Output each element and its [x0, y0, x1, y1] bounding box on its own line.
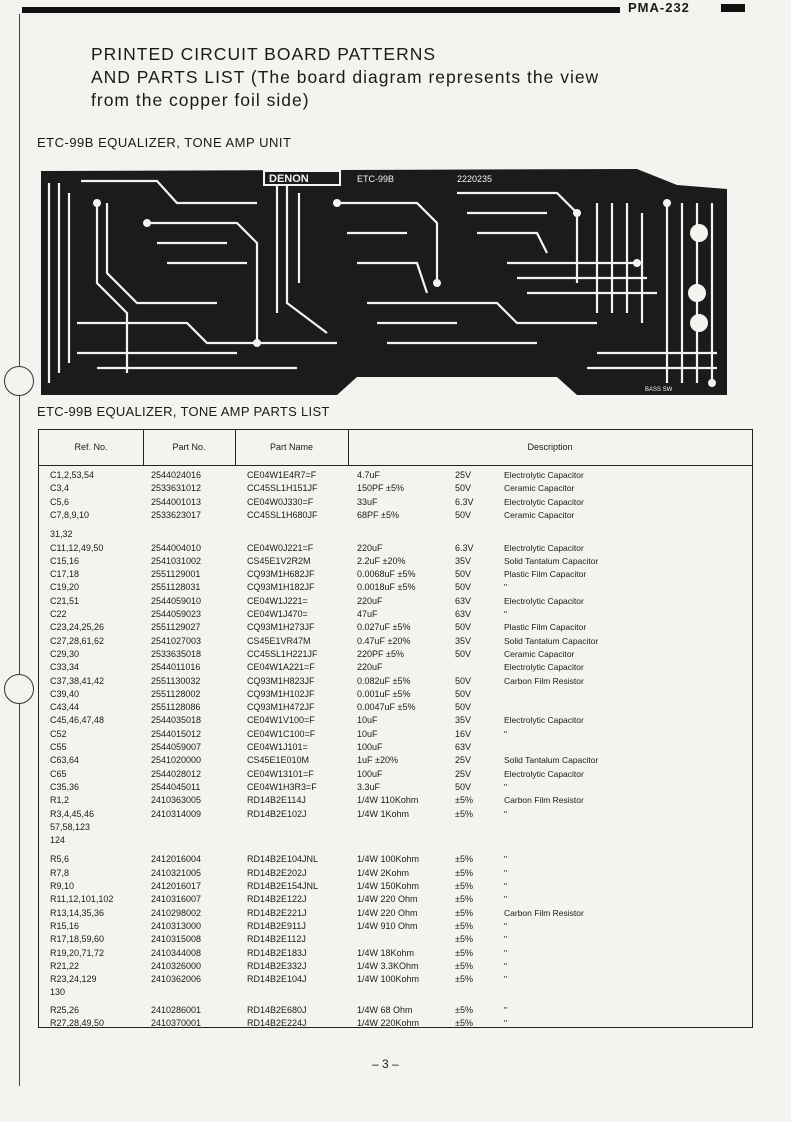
rating-cell: ±5%	[455, 854, 473, 865]
description-cell: Plastic Film Capacitor	[504, 622, 587, 633]
part-no-cell: 2410344008	[151, 947, 202, 958]
rating-cell: 6.3V	[455, 496, 474, 507]
ref-cell: C45,46,47,48	[50, 715, 105, 726]
part-no-cell: 2544059023	[151, 609, 202, 619]
description-cell: "	[504, 609, 508, 619]
pcb-board-number: 2220235	[457, 174, 493, 184]
ref-cell: R27,28,49,50	[50, 1018, 105, 1028]
value-cell: 68PF ±5%	[357, 509, 399, 520]
part-no-cell: 2544011016	[151, 662, 201, 673]
part-name-cell: CS45E1E010M	[247, 755, 310, 766]
value-cell: 220uF	[357, 662, 383, 673]
table-row	[39, 608, 752, 621]
rating-cell: 50V	[455, 781, 472, 792]
ref-cell: R3,4,45,46	[50, 808, 95, 819]
rating-cell: ±5%	[455, 1018, 473, 1028]
part-name-cell: RD14B2E112J	[247, 934, 306, 945]
part-name-cell: CS45E1V2R2M	[247, 555, 311, 566]
ref-cell: R5,6	[50, 854, 70, 865]
binder-line	[19, 14, 20, 1086]
rating-cell: ±5%	[455, 894, 473, 905]
ref-cell: C37,38,41,42	[50, 675, 105, 686]
ref-cell: R17,18,59,60	[50, 934, 105, 945]
header-ref: Ref. No.	[74, 442, 108, 452]
rating-cell: ±5%	[455, 960, 473, 971]
part-no-cell: 2410286001	[151, 1004, 202, 1015]
value-cell: 1/4W 68 Ohm	[357, 1004, 413, 1015]
table-row	[39, 794, 752, 807]
rating-cell: ±5%	[455, 881, 473, 891]
punch-hole-top	[4, 366, 34, 396]
table-row	[39, 741, 752, 754]
part-no-cell: 2412016004	[151, 854, 202, 865]
table-row	[39, 714, 752, 727]
rating-cell: 50V	[455, 622, 472, 633]
part-name-cell: CC45SL1H221JF	[247, 648, 318, 659]
part-name-cell: CQ93M1H823JF	[247, 675, 315, 686]
ref-cell: C17,18	[50, 569, 80, 580]
description-cell: "	[504, 728, 508, 739]
rating-cell: 35V	[455, 635, 472, 646]
part-no-cell: 2544045011	[151, 781, 201, 792]
table-row	[39, 688, 752, 701]
table-row	[39, 621, 752, 634]
part-name-cell: RD14B2E911J	[247, 920, 306, 931]
ref-cell: R19,20,71,72	[50, 947, 105, 958]
description-cell: "	[504, 781, 508, 792]
part-no-cell: 2551128002	[151, 688, 201, 699]
value-cell: 220PF ±5%	[357, 648, 404, 659]
rating-cell: 50V	[455, 702, 472, 713]
ref-cell: C43,44	[50, 702, 80, 713]
page-title: PRINTED CIRCUIT BOARD PATTERNS AND PARTS LIST (The board diagram represents the view from the copper foil side)	[91, 44, 600, 110]
ref-cell: C5,6	[50, 496, 70, 507]
value-cell: 2.2uF ±20%	[357, 555, 406, 566]
part-no-cell: 2541031002	[151, 555, 202, 566]
rating-cell: 50V	[455, 483, 472, 494]
punch-hole-bottom	[4, 674, 34, 704]
table-row	[39, 808, 752, 821]
part-name-cell: RD14B2E114J	[247, 795, 306, 806]
description-cell: Solid Tantalum Capacitor	[504, 755, 599, 766]
ref-cell: R23,24,129	[50, 974, 97, 985]
rating-cell: 25V	[455, 768, 472, 779]
rating-cell: 50V	[455, 509, 472, 520]
table-row	[39, 482, 752, 495]
rating-cell: ±5%	[455, 1004, 473, 1015]
value-cell: 0.47uF ±20%	[357, 635, 411, 646]
part-no-cell: 2410315008	[151, 934, 202, 945]
ref-cell: R9,10	[50, 881, 75, 891]
part-no-cell: 2533635018	[151, 648, 202, 659]
part-name-cell: CC45SL1H680JF	[247, 509, 318, 520]
part-no-cell: 2533623017	[151, 509, 202, 520]
description-cell: "	[504, 854, 508, 865]
header-part-no: Part No.	[172, 442, 206, 452]
table-row	[39, 920, 752, 933]
ref-cell: C19,20	[50, 582, 80, 593]
part-name-cell: RD14B2E104JNL	[247, 854, 319, 865]
ref-cell: C35,36	[50, 781, 80, 792]
value-cell: 0.082uF ±5%	[357, 675, 411, 686]
part-name-cell: RD14B2E224J	[247, 1018, 307, 1028]
part-name-cell: RD14B2E183J	[247, 947, 307, 958]
value-cell: 220uF	[357, 595, 383, 606]
table-row	[39, 867, 752, 880]
value-cell: 0.0047uF ±5%	[357, 702, 416, 713]
table-row	[39, 893, 752, 906]
part-no-cell: 2410316007	[151, 894, 202, 905]
value-cell: 1/4W 150Kohm	[357, 881, 420, 891]
table-row	[39, 1017, 752, 1030]
ref-cell: R13,14,35,36	[50, 907, 105, 918]
part-no-cell: 2544028012	[151, 768, 202, 779]
part-no-cell: 2410298002	[151, 907, 202, 918]
value-cell: 100uF	[357, 768, 383, 779]
table-row	[39, 469, 752, 482]
description-cell: Electrolytic Capacitor	[504, 470, 584, 480]
table-row	[39, 648, 752, 661]
rating-cell: 25V	[455, 755, 472, 766]
description-cell: "	[504, 808, 508, 819]
part-no-cell: 2410321005	[151, 867, 202, 878]
description-cell: Carbon Film Resistor	[504, 907, 584, 918]
part-name-cell: CE04W1V100=F	[247, 715, 315, 726]
pcb-brand: DENON	[269, 173, 309, 185]
table-row	[39, 973, 752, 986]
part-no-cell: 2544059007	[151, 742, 202, 752]
table-row	[39, 635, 752, 648]
rating-cell: ±5%	[455, 795, 473, 806]
description-cell: Carbon Film Resistor	[504, 795, 584, 806]
value-cell: 1/4W 220Kohm	[357, 1018, 420, 1028]
rating-cell: ±5%	[455, 867, 473, 878]
description-cell: Ceramic Capacitor	[504, 648, 575, 659]
part-no-cell: 2533631012	[151, 483, 202, 494]
value-cell: 47uF	[357, 609, 378, 619]
part-name-cell: CQ93M1H182JF	[247, 582, 315, 593]
description-cell: "	[504, 1018, 508, 1028]
ref-cell: 124	[50, 835, 66, 846]
rating-cell: 25V	[455, 470, 472, 480]
part-name-cell: CQ93M1H682JF	[247, 569, 315, 580]
table-row	[39, 960, 752, 973]
ref-cell: R7,8	[50, 867, 70, 878]
value-cell: 0.001uF ±5%	[357, 688, 411, 699]
header-description: Description	[527, 442, 573, 452]
part-no-cell: 2551130032	[151, 675, 201, 686]
value-cell: 1/4W 18Kohm	[357, 947, 415, 958]
value-cell: 1/4W 100Kohm	[357, 854, 420, 865]
ref-cell: C7,8,9,10	[50, 509, 90, 520]
ref-cell: C15,16	[50, 555, 80, 566]
ref-cell: 31,32	[50, 529, 73, 540]
rating-cell: 16V	[455, 728, 472, 739]
part-no-cell: 2541020000	[151, 755, 202, 766]
description-cell: Electrolytic Capacitor	[504, 662, 584, 673]
unit-title: ETC-99B EQUALIZER, TONE AMP UNIT	[37, 135, 292, 150]
part-name-cell: RD14B2E154JNL	[247, 881, 319, 891]
value-cell: 1/4W 100Kohm	[357, 974, 420, 985]
ref-cell: C29,30	[50, 648, 80, 659]
part-name-cell: CS45E1VR47M	[247, 635, 311, 646]
ref-cell: C3,4	[50, 483, 70, 494]
description-cell: "	[504, 960, 508, 971]
part-no-cell: 2544015012	[151, 728, 202, 739]
parts-list-title: ETC-99B EQUALIZER, TONE AMP PARTS LIST	[37, 404, 330, 419]
part-name-cell: CE04W1A221=F	[247, 662, 315, 673]
part-name-cell: RD14B2E332J	[247, 960, 307, 971]
model-label: PMA-232	[628, 0, 690, 15]
part-name-cell: CC45SL1H151JF	[247, 483, 318, 494]
description-cell: Carbon Film Resistor	[504, 675, 584, 686]
rating-cell: 50V	[455, 648, 472, 659]
table-row	[39, 768, 752, 781]
table-row	[39, 581, 752, 594]
ref-cell: R25,26	[50, 1004, 80, 1015]
part-name-cell: CE04W0J221=F	[247, 542, 314, 553]
table-row	[39, 986, 752, 999]
ref-cell: R21,22	[50, 960, 80, 971]
part-name-cell: CE04W1H3R3=F	[247, 781, 317, 792]
value-cell: 33uF	[357, 496, 378, 507]
part-no-cell: 2541027003	[151, 635, 202, 646]
ref-cell: C33,34	[50, 662, 80, 673]
table-row	[39, 542, 752, 555]
table-row	[39, 754, 752, 767]
description-cell: "	[504, 920, 508, 931]
part-no-cell: 2410313000	[151, 920, 202, 931]
part-no-cell: 2544024016	[151, 470, 202, 480]
value-cell: 1/4W 3.3KOhm	[357, 960, 419, 971]
pcb-bass-label: BASS SW	[645, 387, 673, 393]
description-cell: "	[504, 867, 508, 878]
value-cell: 1/4W 220 Ohm	[357, 894, 418, 905]
rating-cell: 35V	[455, 715, 472, 726]
part-name-cell: CE04W1J101=	[247, 742, 308, 752]
header-part-name: Part Name	[269, 442, 313, 452]
table-row	[39, 509, 752, 522]
ref-cell: R11,12,101,102	[50, 894, 114, 905]
description-cell: "	[504, 934, 508, 945]
description-cell: Ceramic Capacitor	[504, 483, 575, 494]
rating-cell: 35V	[455, 555, 472, 566]
part-name-cell: RD14B2E102J	[247, 808, 307, 819]
table-row	[39, 781, 752, 794]
part-name-cell: RD14B2E221J	[247, 907, 307, 918]
rating-cell: ±5%	[455, 808, 473, 819]
table-row	[39, 1004, 752, 1017]
table-row	[39, 880, 752, 893]
table-row	[39, 661, 752, 674]
part-no-cell: 2410363005	[151, 795, 202, 806]
part-no-cell: 2410326000	[151, 960, 202, 971]
rating-cell: ±5%	[455, 974, 473, 985]
pcb-board-code: ETC-99B	[357, 174, 395, 184]
description-cell: "	[504, 881, 508, 891]
part-no-cell: 2544001013	[151, 496, 202, 507]
value-cell: 10uF	[357, 715, 378, 726]
ref-cell: C65	[50, 768, 67, 779]
ref-cell: C27,28,61,62	[50, 635, 105, 646]
table-row	[39, 675, 752, 688]
rating-cell: 50V	[455, 582, 472, 593]
part-name-cell: RD14B2E104J	[247, 974, 307, 985]
part-name-cell: CE04W1C100=F	[247, 728, 316, 739]
rating-cell: 63V	[455, 742, 472, 752]
rating-cell: ±5%	[455, 920, 473, 931]
description-cell: Electrolytic Capacitor	[504, 496, 584, 507]
ref-cell: 130	[50, 987, 66, 998]
rating-cell: ±5%	[455, 907, 473, 918]
table-row	[39, 853, 752, 866]
description-cell: Electrolytic Capacitor	[504, 715, 584, 726]
part-name-cell: CE04W0J330=F	[247, 496, 314, 507]
page-number: – 3 –	[372, 1057, 399, 1071]
table-row	[39, 701, 752, 714]
rating-cell: 63V	[455, 609, 472, 619]
description-cell: Ceramic Capacitor	[504, 509, 575, 520]
rating-cell: ±5%	[455, 934, 473, 945]
header-rule-line	[39, 465, 752, 466]
value-cell: 3.3uF	[357, 781, 381, 792]
description-cell: "	[504, 1004, 508, 1015]
rating-cell: 63V	[455, 595, 472, 606]
table-row	[39, 728, 752, 741]
ref-cell: C1,2,53,54	[50, 470, 95, 480]
value-cell: 1/4W 110Kohm	[357, 795, 419, 806]
value-cell: 4.7uF	[357, 470, 381, 480]
part-name-cell: CE04W1J221=	[247, 595, 308, 606]
part-name-cell: RD14B2E122J	[247, 894, 307, 905]
rating-cell: 6.3V	[455, 542, 474, 553]
description-cell: Electrolytic Capacitor	[504, 595, 584, 606]
value-cell: 1uF ±20%	[357, 755, 398, 766]
table-row	[39, 528, 752, 541]
part-no-cell: 2544059010	[151, 595, 202, 606]
value-cell: 0.0018uF ±5%	[357, 582, 416, 593]
part-no-cell: 2551128031	[151, 582, 201, 593]
ref-cell: C63,64	[50, 755, 80, 766]
table-row	[39, 947, 752, 960]
ref-cell: R15,16	[50, 920, 80, 931]
table-row	[39, 834, 752, 847]
value-cell: 0.0068uF ±5%	[357, 569, 416, 580]
header-rule	[22, 7, 620, 13]
part-no-cell: 2410370001	[151, 1018, 202, 1028]
description-cell: Solid Tantalum Capacitor	[504, 635, 599, 646]
table-row	[39, 496, 752, 509]
value-cell: 100uF	[357, 742, 383, 752]
description-cell: Solid Tantalum Capacitor	[504, 555, 599, 566]
rating-cell: ±5%	[455, 947, 473, 958]
part-no-cell: 2410362006	[151, 974, 202, 985]
part-name-cell: RD14B2E202J	[247, 867, 307, 878]
description-cell: Electrolytic Capacitor	[504, 542, 584, 553]
description-cell: "	[504, 582, 508, 593]
ref-cell: C21,51	[50, 595, 80, 606]
part-name-cell: CQ93M1H102JF	[247, 688, 315, 699]
table-row	[39, 595, 752, 608]
part-name-cell: CE04W13101=F	[247, 768, 314, 779]
ref-cell: R1,2	[50, 795, 70, 806]
part-no-cell: 2544004010	[151, 542, 202, 553]
part-name-cell: CE04W1J470=	[247, 609, 308, 619]
value-cell: 1/4W 220 Ohm	[357, 907, 418, 918]
value-cell: 150PF ±5%	[357, 483, 404, 494]
part-no-cell: 2544035018	[151, 715, 202, 726]
description-cell: "	[504, 974, 508, 985]
description-cell: "	[504, 947, 508, 958]
description-cell: Plastic Film Capacitor	[504, 569, 587, 580]
ref-cell: C52	[50, 728, 67, 739]
table-row	[39, 907, 752, 920]
header-bar-end	[721, 4, 745, 12]
value-cell: 220uF	[357, 542, 383, 553]
part-name-cell: CE04W1E4R7=F	[247, 470, 317, 480]
description-cell: "	[504, 894, 508, 905]
value-cell: 1/4W 1Kohm	[357, 808, 410, 819]
table-row	[39, 933, 752, 946]
table-row	[39, 568, 752, 581]
description-cell: Electrolytic Capacitor	[504, 768, 584, 779]
part-name-cell: RD14B2E680J	[247, 1004, 307, 1015]
table-row	[39, 555, 752, 568]
part-no-cell: 2551129001	[151, 569, 201, 580]
table-row	[39, 821, 752, 834]
ref-cell: C55	[50, 742, 67, 752]
part-no-cell: 2551128086	[151, 702, 201, 713]
part-no-cell: 2410314009	[151, 808, 202, 819]
part-no-cell: 2551129027	[151, 622, 201, 633]
ref-cell: C23,24,25,26	[50, 622, 105, 633]
value-cell: 0.027uF ±5%	[357, 622, 411, 633]
part-name-cell: CQ93M1H472JF	[247, 702, 315, 713]
pcb-pattern-image	[37, 163, 731, 399]
value-cell: 1/4W 2Kohm	[357, 867, 410, 878]
ref-cell: C11,12,49,50	[50, 542, 104, 553]
part-name-cell: CQ93M1H273JF	[247, 622, 315, 633]
rating-cell: 50V	[455, 675, 472, 686]
value-cell: 1/4W 910 Ohm	[357, 920, 418, 931]
ref-cell: 57,58,123	[50, 821, 91, 832]
rating-cell: 50V	[455, 569, 472, 580]
rating-cell: 50V	[455, 688, 472, 699]
ref-cell: C22	[50, 609, 67, 619]
ref-cell: C39,40	[50, 688, 80, 699]
value-cell: 10uF	[357, 728, 378, 739]
part-no-cell: 2412016017	[151, 881, 202, 891]
parts-table	[38, 429, 753, 1028]
